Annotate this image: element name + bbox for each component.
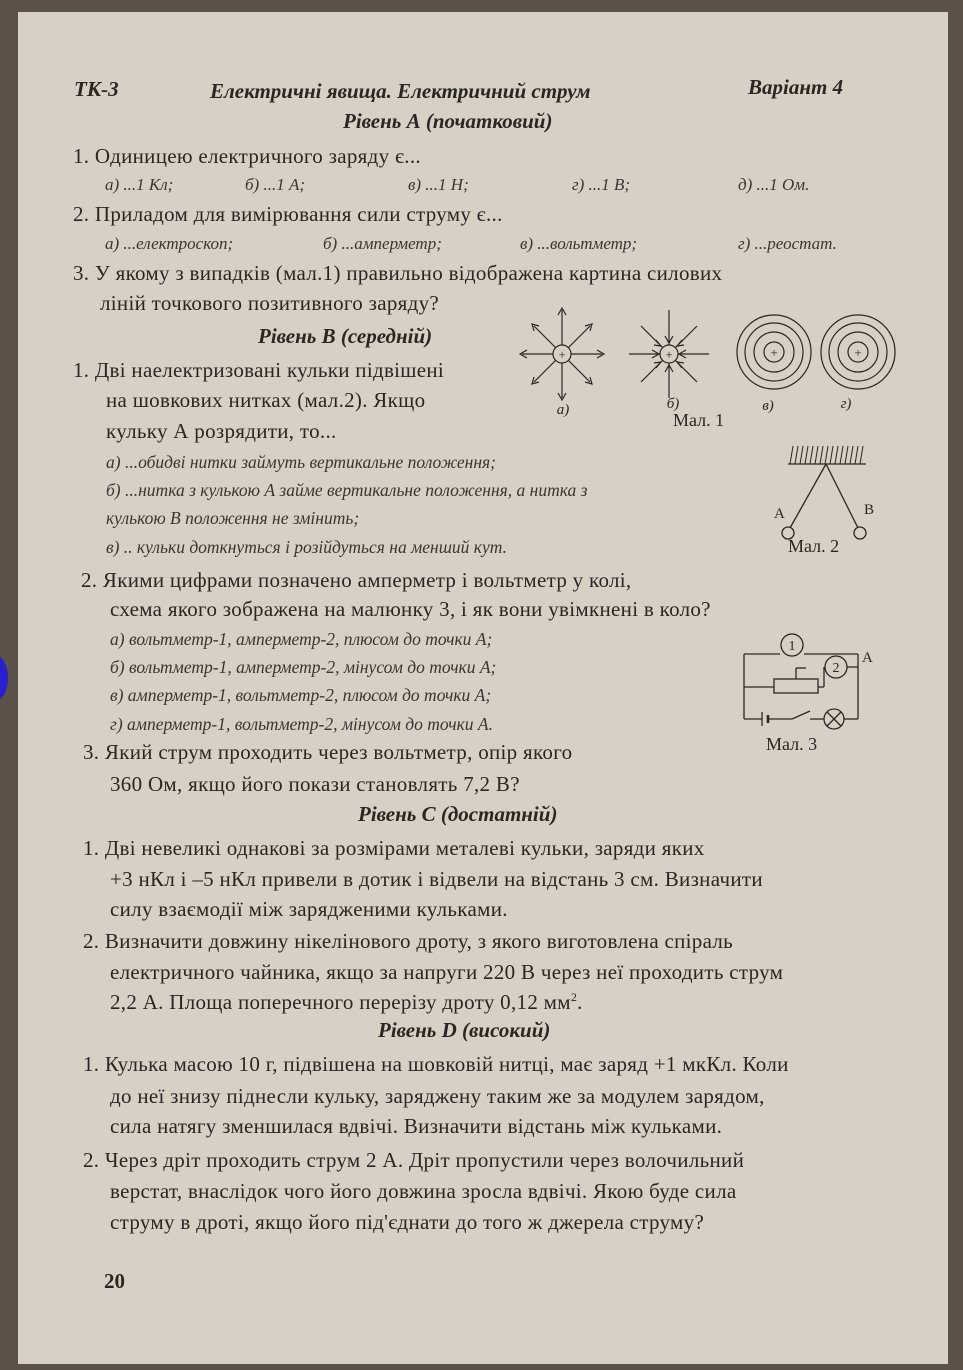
level-a-q1-option: в) ...1 Н; bbox=[408, 175, 469, 194]
fig2-caption: Мал. 2 bbox=[788, 536, 840, 556]
topic-title: Електричні явища. Електричний струм bbox=[210, 79, 591, 103]
level-b-q1-line1: 1. Дві наелектризовані кульки підвішені bbox=[73, 358, 445, 382]
fig1-label-d: г) bbox=[840, 396, 852, 412]
level-b-q2-option: а) вольтметр-1, амперметр-2, плюсом до точки А; bbox=[110, 629, 493, 649]
charge-plus-label: + bbox=[770, 345, 778, 360]
level-b-q1-option: в) .. кульки доткнуться і розійдуться на менший кут. bbox=[106, 537, 507, 557]
level-b-q1-line2: на шовкових нитках (мал.2). Якщо bbox=[106, 388, 426, 412]
level-a-q2-option: в) ...вольтметр; bbox=[520, 234, 638, 253]
level-a-q3-line1: 3. У якому з випадків (мал.1) правильно відображена картина силових bbox=[73, 261, 723, 285]
charge-plus-label: + bbox=[558, 347, 566, 362]
level-c-q1-line3: силу взаємодії між зарядженими кульками. bbox=[110, 897, 508, 921]
level-b-q2-line2: схема якого зображена на малюнку 3, і як вони увімкнені в коло? bbox=[110, 597, 711, 621]
variant-label: Варіант 4 bbox=[748, 75, 844, 99]
level-b-q2-option: б) вольтметр-1, амперметр-2, мінусом до точки А; bbox=[110, 657, 497, 677]
level-c-q1-line1: 1. Дві невеликі однакові за розмірами металеві кульки, заряди яких bbox=[83, 836, 705, 860]
fig3-caption: Мал. 3 bbox=[766, 734, 818, 754]
figure-1 bbox=[518, 302, 898, 418]
level-a-q2-option: а) ...електроскоп; bbox=[105, 234, 234, 253]
level-a-q3-line2: ліній точкового позитивного заряду? bbox=[100, 291, 440, 315]
level-d-q2-line2: верстат, внаслідок чого його довжина зросла вдвічі. Якою буде сила bbox=[110, 1179, 737, 1203]
switch-icon bbox=[792, 711, 810, 719]
level-a-q1: 1. Одиницею електричного заряду є... bbox=[73, 144, 421, 168]
figure-2 bbox=[770, 440, 880, 550]
level-a-q2-option: б) ...амперметр; bbox=[323, 234, 442, 253]
level-a-q2: 2. Приладом для вимірювання сили струму є... bbox=[73, 202, 503, 226]
level-a-q1-option: б) ...1 А; bbox=[245, 175, 306, 194]
level-b-q2-option: г) амперметр-1, вольтметр-2, мінусом до точки А. bbox=[110, 714, 493, 734]
level-c-q2-line1: 2. Визначити довжину нікелінового дроту, з якого виготовлена спіраль bbox=[83, 929, 734, 953]
figure-3-circuit bbox=[738, 632, 888, 732]
level-b-q3-line2: 360 Ом, якщо його покази становлять 7,2 В? bbox=[110, 772, 520, 796]
meter-2-label: 2 bbox=[832, 661, 840, 676]
level-b-q1-option-cont: кулькою В положення не змінить; bbox=[106, 508, 360, 528]
level-b-q1-line3: кульку А розрядити, то... bbox=[106, 419, 337, 443]
point-a-label: А bbox=[862, 650, 873, 666]
level-c-title: Рівень С (достатній) bbox=[358, 802, 558, 826]
test-code: ТК-3 bbox=[74, 77, 119, 101]
level-c-q1-line2: +3 нКл і –5 нКл привели в дотик і відвели на відстань 3 см. Визначити bbox=[110, 867, 763, 891]
level-a-q1-option: г) ...1 В; bbox=[572, 175, 631, 194]
level-b-title: Рівень В (середній) bbox=[258, 324, 433, 348]
ball-b-label: В bbox=[864, 502, 875, 518]
charge-plus-label: + bbox=[665, 347, 673, 362]
level-c-q2-line3: 2,2 А. Площа поперечного перерізу дроту 0,12 $мм^2$. bbox=[110, 990, 583, 1014]
level-d-q2-line1: 2. Через дріт проходить струм 2 А. Дріт пропустили через волочильний bbox=[83, 1148, 745, 1172]
level-d-q1-line2: до неї знизу піднесли кульку, заряджену таким же за модулем зарядом, bbox=[110, 1084, 765, 1108]
fig1-label-b: б) bbox=[666, 396, 680, 412]
level-b-q1-option: б) ...нитка з кулькою А займе вертикальне положення, а нитка з bbox=[106, 480, 588, 500]
fig1-caption: Мал. 1 bbox=[673, 410, 725, 430]
level-a-q2-option: г) ...реостат. bbox=[738, 234, 837, 253]
level-d-q2-line3: струму в дроті, якщо його під'єднати до того ж джерела струму? bbox=[110, 1210, 705, 1234]
ball-b-icon bbox=[854, 527, 866, 539]
blue-marker bbox=[0, 655, 8, 701]
worksheet-page bbox=[18, 12, 948, 1364]
page-number: 20 bbox=[104, 1269, 125, 1293]
level-b-q2-option: в) амперметр-1, вольтметр-2, плюсом до точки А; bbox=[110, 685, 492, 705]
meter-1-label: 1 bbox=[788, 639, 796, 654]
level-d-title: Рівень D (високий) bbox=[378, 1018, 551, 1042]
level-b-q1-option: а) ...обидві нитки займуть вертикальне положення; bbox=[106, 452, 497, 472]
charge-plus-label: + bbox=[854, 345, 862, 360]
level-a-q1-option: д) ...1 Ом. bbox=[738, 175, 810, 194]
fig1-label-c: в) bbox=[762, 398, 774, 414]
level-d-q1-line3: сила натягу зменшилася вдвічі. Визначити відстань між кульками. bbox=[110, 1114, 723, 1138]
level-a-title: Рівень А (початковий) bbox=[343, 109, 553, 133]
level-d-q1-line1: 1. Кулька масою 10 г, підвішена на шовковій нитці, має заряд +1 мкКл. Коли bbox=[83, 1052, 789, 1076]
rheostat-icon bbox=[774, 679, 818, 693]
level-c-q2-line2: електричного чайника, якщо за напруги 220 В через неї проходить струм bbox=[110, 960, 784, 984]
level-a-q1-option: а) ...1 Кл; bbox=[105, 175, 174, 194]
level-b-q2-line1: 2. Якими цифрами позначено амперметр і вольтметр у колі, bbox=[81, 568, 632, 592]
level-b-q3-line1: 3. Який струм проходить через вольтметр, опір якого bbox=[83, 740, 573, 764]
ball-a-label: А bbox=[774, 506, 785, 522]
fig1-label-a: а) bbox=[556, 402, 570, 418]
